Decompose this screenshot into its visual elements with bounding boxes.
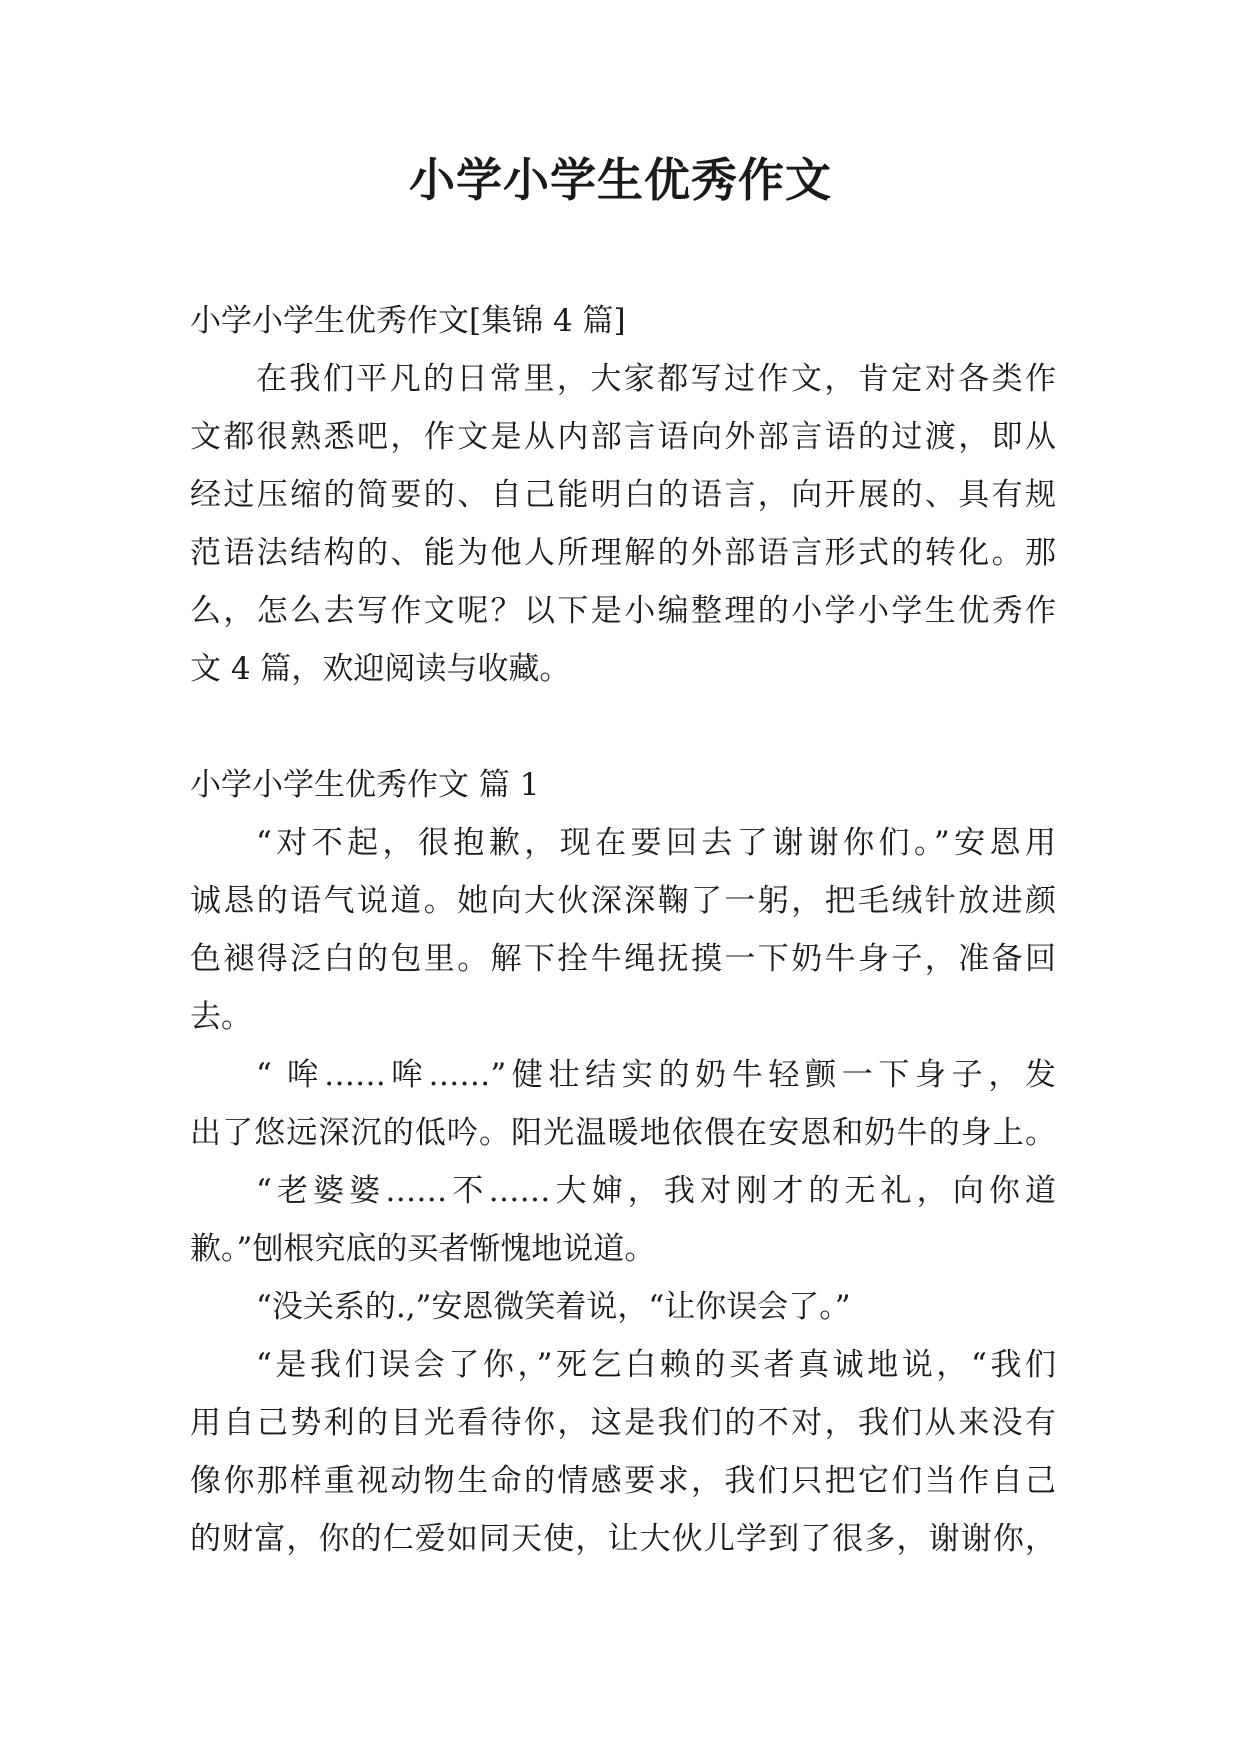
intro-line: 文都很熟悉吧，作文是从内部言语向外部言语的过渡，即从: [190, 419, 1056, 455]
subtitle: 小学小学生优秀作文[集锦 4 篇]: [190, 303, 626, 339]
section-line: 诚恳的语气说道。她向大伙深深鞠了一躬，把毛绒针放进颜: [190, 883, 1056, 919]
section-line: 歉。”刨根究底的买者惭愧地说道。: [190, 1231, 656, 1267]
intro-line: 文 4 篇，欢迎阅读与收藏。: [190, 651, 571, 687]
intro-line: 范语法结构的、能为他人所理解的外部语言形式的转化。那: [190, 535, 1056, 571]
section-line: “没关系的.,”安恩微笑着说，“让你误会了。”: [256, 1289, 851, 1325]
section-line: “是我们误会了你，”死乞白赖的买者真诚地说，“我们: [256, 1347, 1056, 1383]
paragraph-gap: [190, 698, 1056, 756]
section-line: 色褪得泛白的包里。解下拴牛绳抚摸一下奶牛身子，准备回: [190, 941, 1056, 977]
section-line: 去。: [190, 999, 252, 1035]
document-title: 小学小学生优秀作文: [409, 153, 832, 207]
section-line: “老婆婆……不……大婶，我对刚才的无礼，向你道: [256, 1173, 1056, 1209]
document-body: [190, 292, 1056, 1568]
intro-line: 在我们平凡的日常里，大家都写过作文，肯定对各类作: [256, 361, 1056, 397]
section-line: “ 哞……哞……”健壮结实的奶牛轻颤一下身子，发: [256, 1057, 1056, 1093]
section-line: 像你那样重视动物生命的情感要求，我们只把它们当作自己: [190, 1463, 1056, 1499]
section-line: 的财富，你的仁爱如同天使，让大伙儿学到了很多，谢谢你，: [190, 1521, 1056, 1557]
intro-line: 经过压缩的简要的、自己能明白的语言，向开展的、具有规: [190, 477, 1056, 513]
section-line: 用自己势利的目光看待你，这是我们的不对，我们从来没有: [190, 1405, 1056, 1441]
section-line: “对不起，很抱歉，现在要回去了谢谢你们。”安恩用: [256, 825, 1056, 861]
section-heading: 小学小学生优秀作文 篇 1: [190, 767, 540, 803]
section-line: 出了悠远深沉的低吟。阳光温暖地依偎在安恩和奶牛的身上。: [190, 1115, 1056, 1151]
intro-line: 么，怎么去写作文呢？以下是小编整理的小学小学生优秀作: [190, 593, 1056, 629]
